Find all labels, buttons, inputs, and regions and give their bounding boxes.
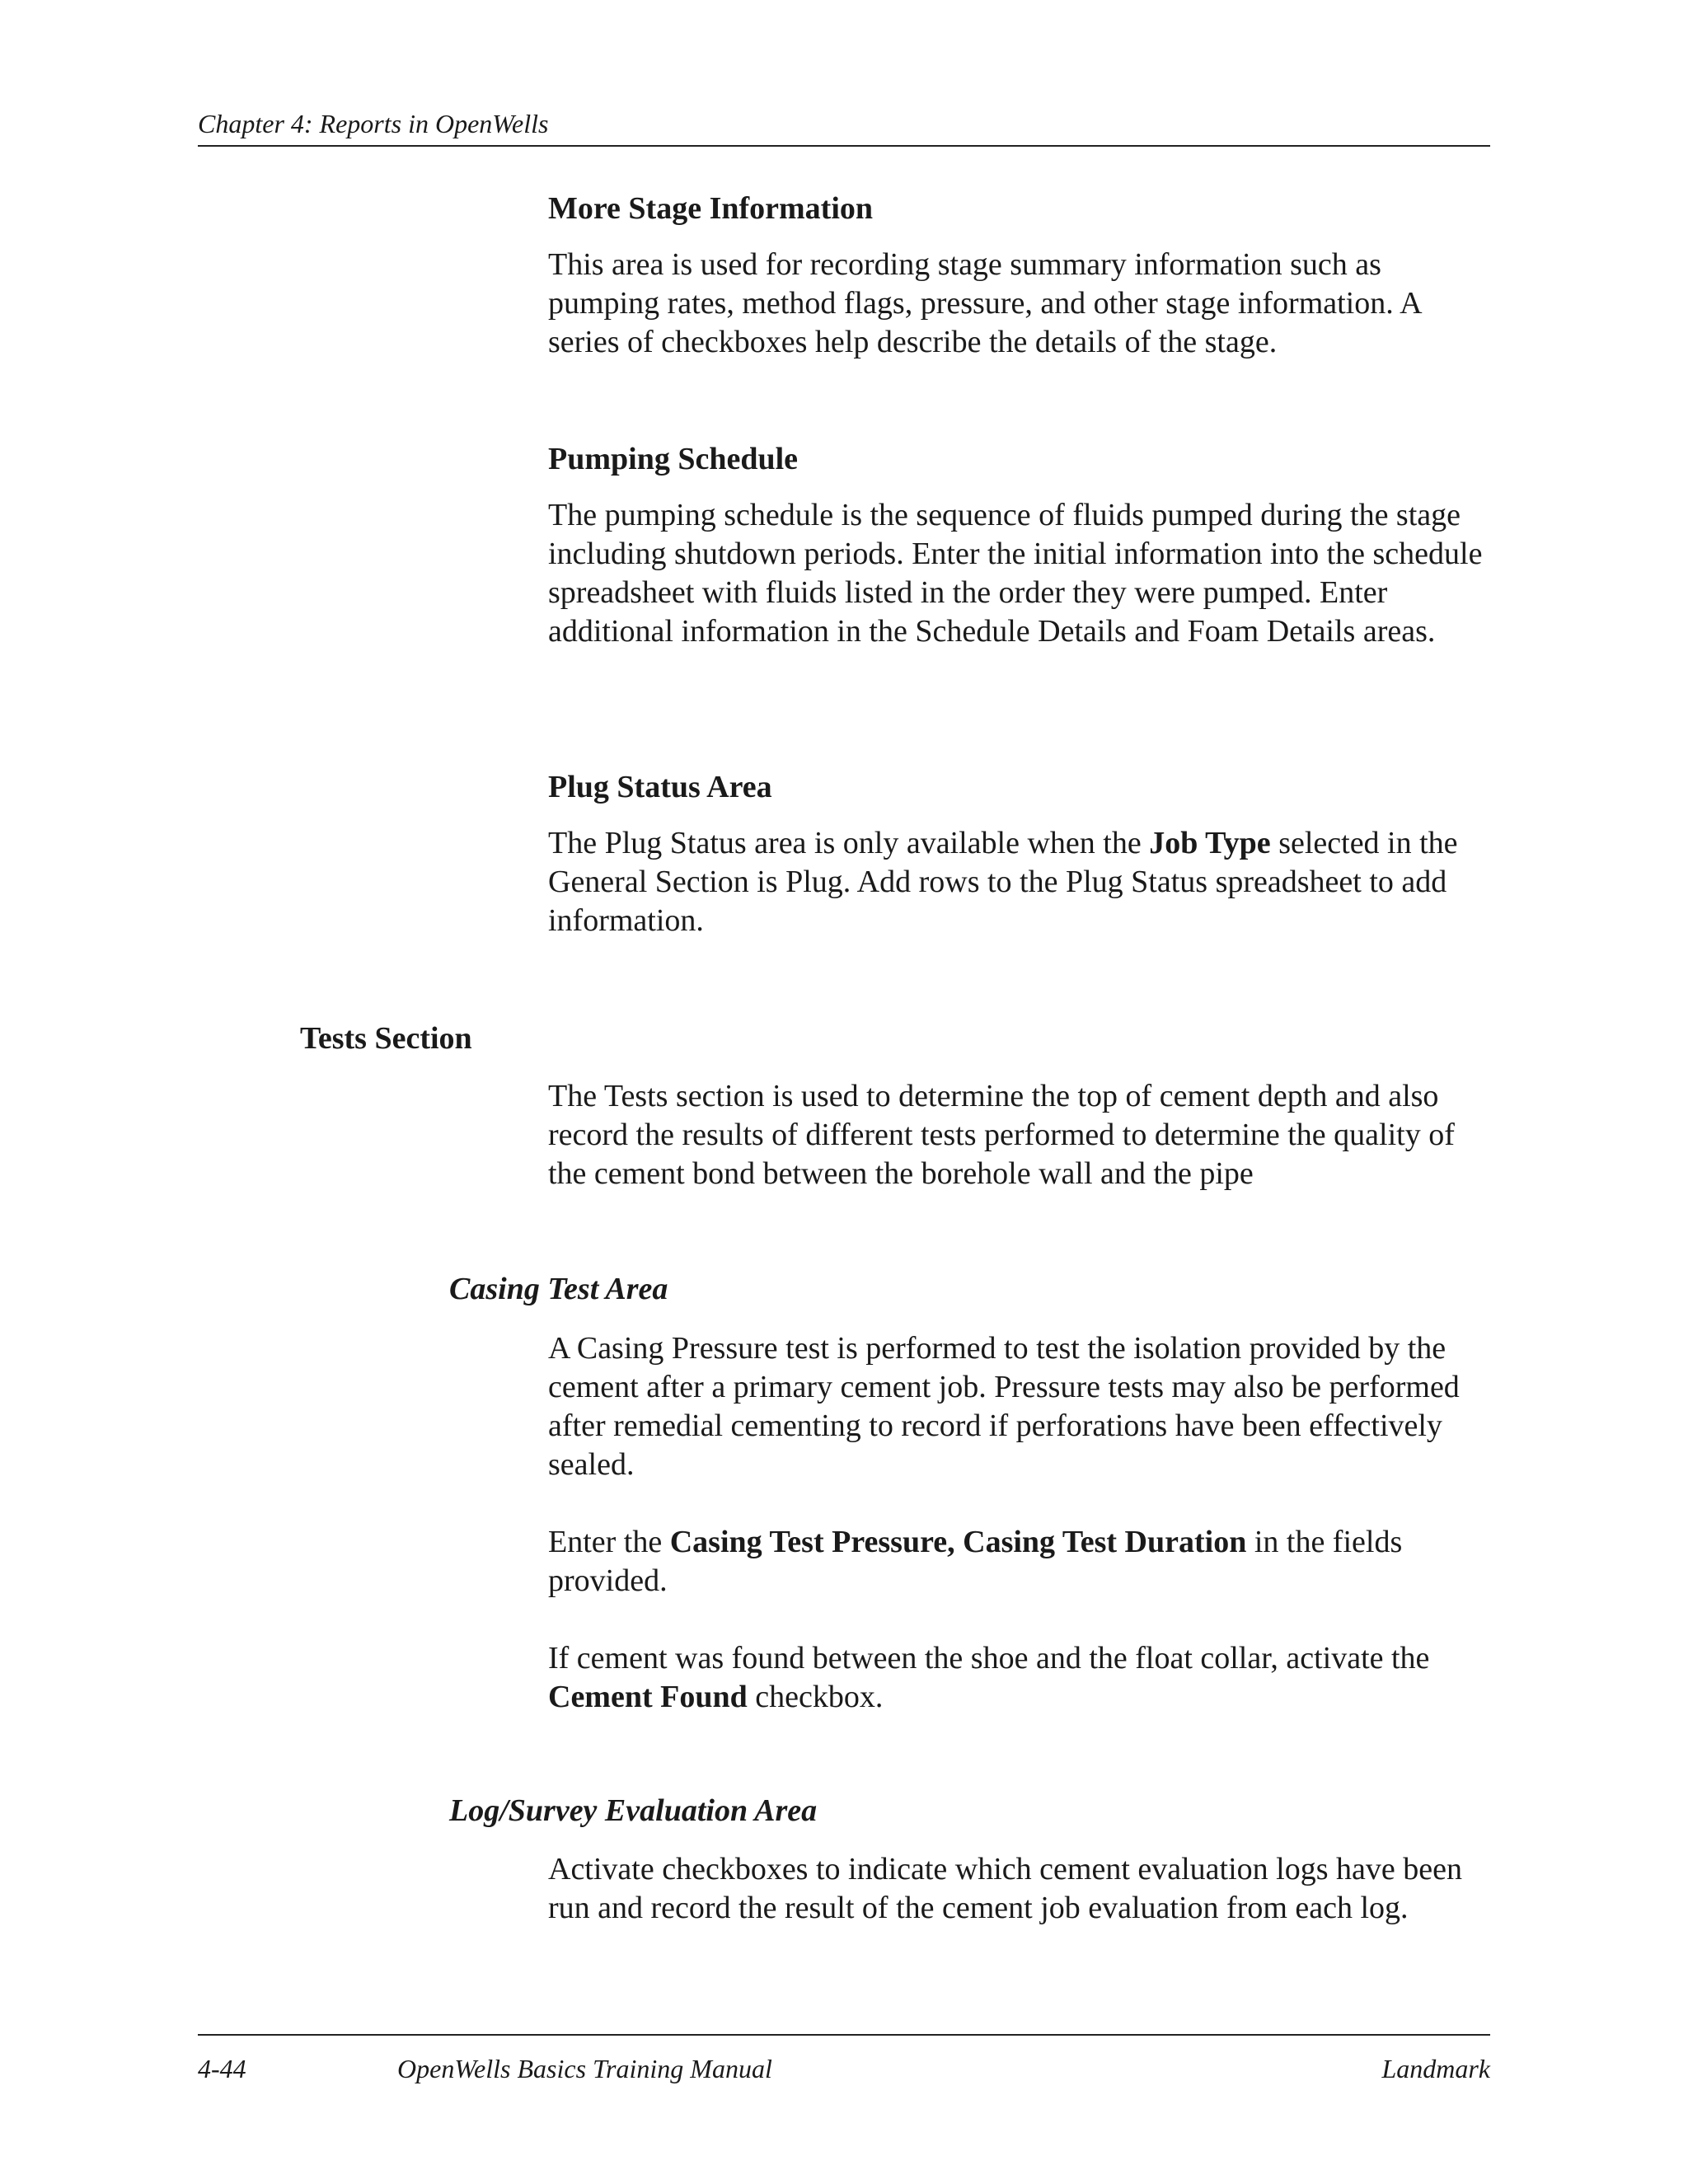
more-stage-info-block bbox=[548, 190, 1492, 362]
more-stage-info-heading: More Stage Information bbox=[548, 191, 874, 226]
cement-found-term: Cement Found bbox=[548, 1680, 748, 1714]
plug-status-body-pre: The Plug Status area is only available when the bbox=[548, 826, 1150, 860]
casing-test-para-3-post: checkbox. bbox=[747, 1680, 884, 1714]
job-type-term: Job Type bbox=[1149, 826, 1271, 860]
more-stage-info-body: This area is used for recording stage summary information such as pumping rates, method flags, pressure, and other stage information. A series of checkboxes help describe the details of the stage. bbox=[548, 247, 1421, 359]
tests-section-heading: Tests Section bbox=[300, 1021, 472, 1056]
manual-title: OpenWells Basics Training Manual bbox=[397, 2054, 772, 2083]
tests-section-body: The Tests section is used to determine the top of cement depth and also record the results of different tests performed to determine the quality of the cement bond between the borehole wall and the pipe bbox=[548, 1079, 1455, 1191]
pumping-schedule-heading: Pumping Schedule bbox=[548, 442, 799, 476]
header-divider bbox=[198, 145, 1490, 147]
casing-test-para-2-post: in the fields provided. bbox=[548, 1525, 1403, 1598]
plug-status-heading: Plug Status Area bbox=[548, 770, 772, 804]
pumping-schedule-body: The pumping schedule is the sequence of fluids pumped during the stage including shutdown periods. Enter the initial information into the schedule spreadsheet with fluids listed in the order they were pumped. Enter additional information in the Schedule Details and Foam Details areas. bbox=[548, 498, 1483, 649]
casing-test-para-3 bbox=[548, 1639, 1492, 1717]
casing-test-para-1: A Casing Pressure test is performed to test the isolation provided by the cement after a primary cement job. Pressure tests may also be performed after remedial cementing to record if perforations have been effectively sealed. bbox=[548, 1331, 1460, 1482]
log-survey-heading: Log/Survey Evaluation Area bbox=[449, 1793, 818, 1828]
casing-test-para-2 bbox=[548, 1523, 1492, 1601]
footer-divider bbox=[198, 2034, 1490, 2036]
casing-test-heading: Casing Test Area bbox=[449, 1272, 668, 1306]
brand-name: Landmark bbox=[1381, 2054, 1490, 2083]
plug-status-body-post: selected in the General Section is Plug. Add rows to the Plug Status spreadsheet to add information. bbox=[548, 826, 1458, 938]
pumping-schedule-block bbox=[548, 440, 1492, 651]
plug-status-body bbox=[548, 824, 1492, 940]
casing-test-para-3-pre: If cement was found between the shoe and the float collar, activate the bbox=[548, 1641, 1430, 1675]
casing-test-block bbox=[548, 1329, 1492, 1717]
log-survey-body: Activate checkboxes to indicate which cement evaluation logs have been run and record the result of the cement job evaluation from each log. bbox=[548, 1852, 1462, 1925]
log-survey-block bbox=[548, 1850, 1492, 1928]
tests-section-block bbox=[548, 1077, 1492, 1193]
chapter-header: Chapter 4: Reports in OpenWells bbox=[198, 109, 549, 138]
casing-test-fields-term: Casing Test Pressure, Casing Test Duration bbox=[669, 1525, 1247, 1559]
page-number: 4-44 bbox=[198, 2054, 246, 2083]
plug-status-block bbox=[548, 768, 1492, 940]
casing-test-para-2-pre: Enter the bbox=[548, 1525, 670, 1559]
